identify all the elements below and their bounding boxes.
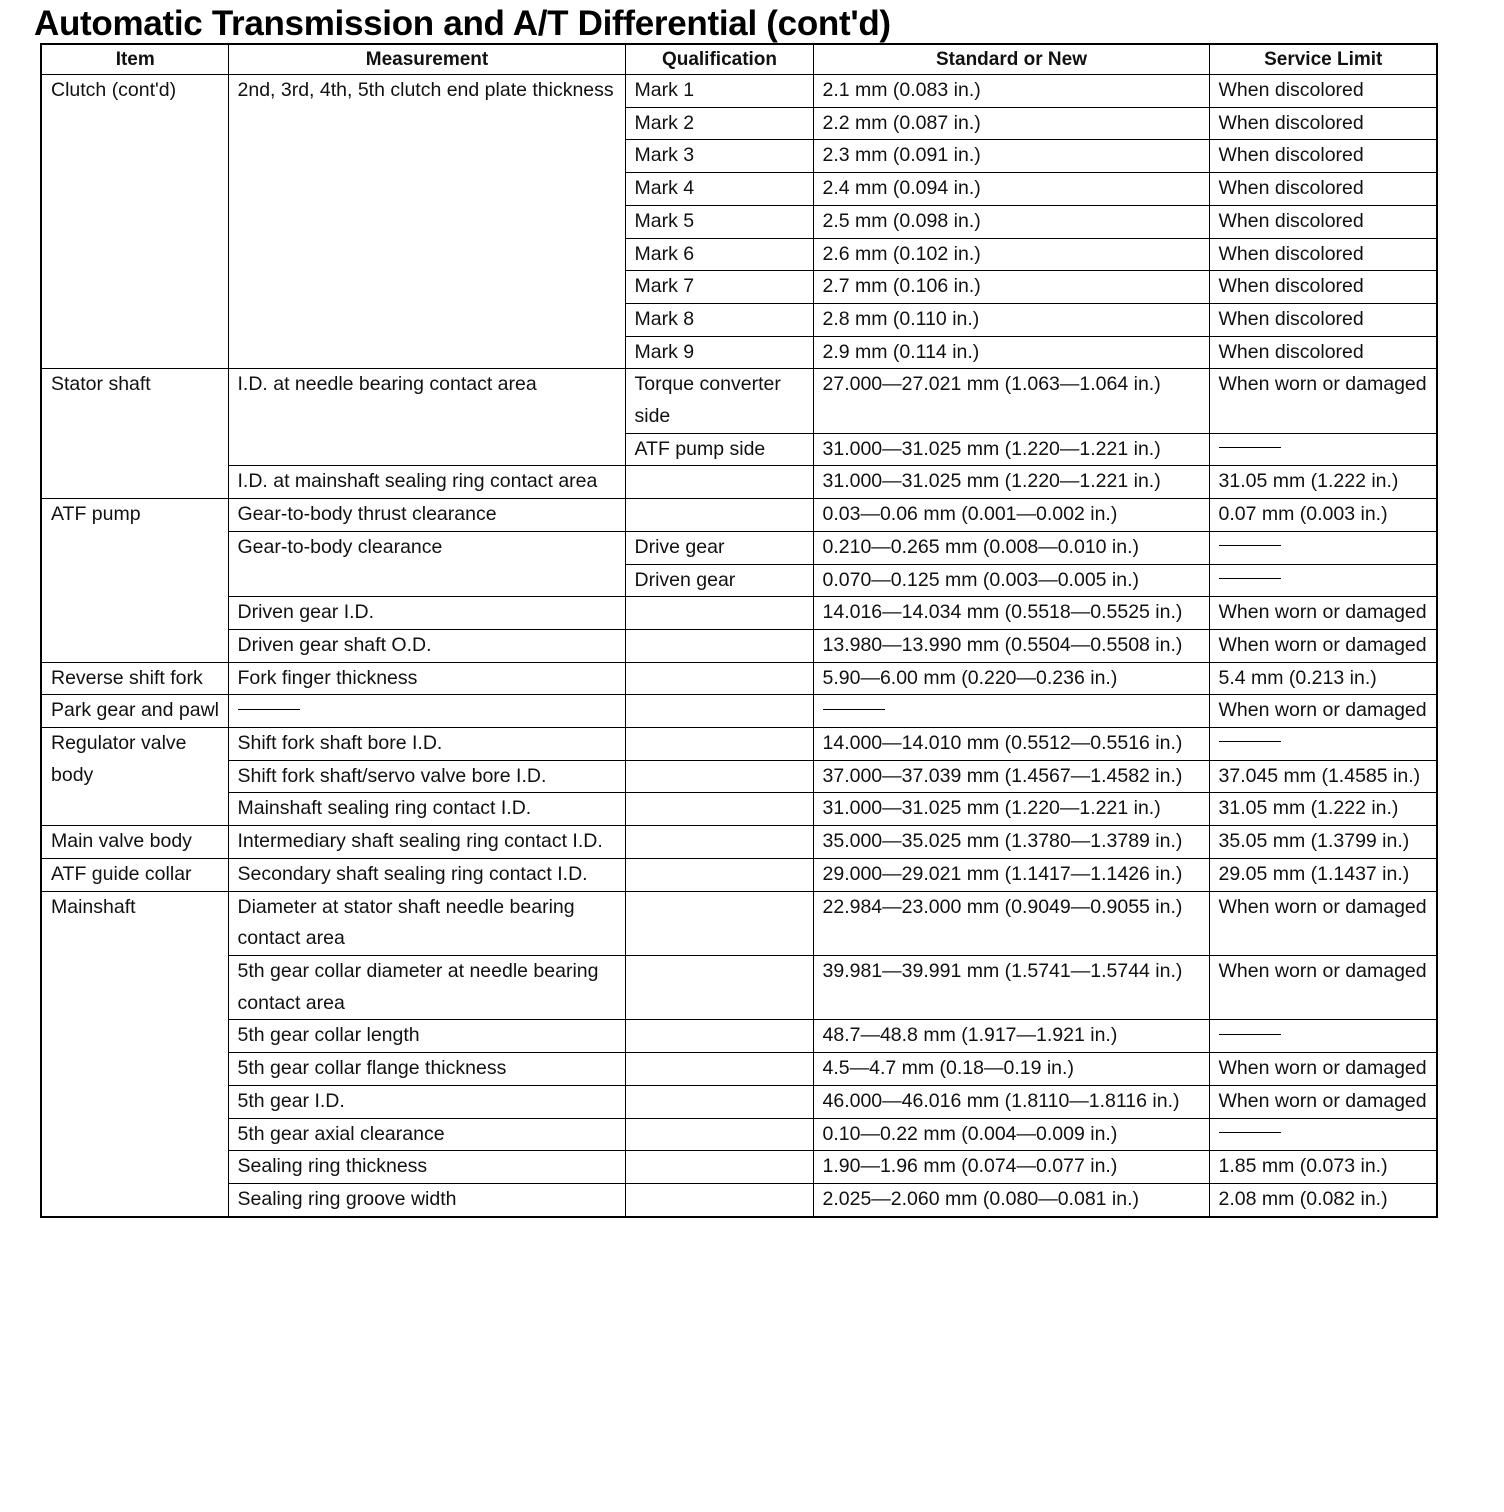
standard-cell: 0.10—0.22 mm (0.004—0.009 in.) [813, 1118, 1209, 1151]
measurement-cell: Shift fork shaft bore I.D. [228, 728, 625, 761]
service-limit-cell [1209, 728, 1437, 761]
standard-cell: 0.03—0.06 mm (0.001—0.002 in.) [813, 499, 1209, 532]
header-item: Item [41, 44, 228, 75]
standard-cell [813, 695, 1209, 728]
dash-mark [1219, 447, 1281, 448]
standard-cell: 2.9 mm (0.114 in.) [813, 336, 1209, 369]
service-limit-cell [1209, 1118, 1437, 1151]
service-limit-cell: 2.08 mm (0.082 in.) [1209, 1183, 1437, 1216]
table-row [41, 1085, 1437, 1118]
measurement-cell: 5th gear collar flange thickness [228, 1053, 625, 1086]
table-row [41, 597, 1437, 630]
table-row [41, 793, 1437, 826]
dash-mark [823, 709, 885, 710]
item-cell: Main valve body [41, 826, 228, 859]
item-cell: Stator shaft [41, 369, 228, 499]
table-row [41, 1020, 1437, 1053]
item-cell: ATF guide collar [41, 858, 228, 891]
dash-mark [1219, 741, 1281, 742]
measurement-cell: Driven gear I.D. [228, 597, 625, 630]
service-limit-cell: 0.07 mm (0.003 in.) [1209, 499, 1437, 532]
standard-cell: 0.210—0.265 mm (0.008—0.010 in.) [813, 531, 1209, 564]
measurement-cell: Secondary shaft sealing ring contact I.D. [228, 858, 625, 891]
standard-cell: 2.7 mm (0.106 in.) [813, 271, 1209, 304]
standard-cell: 13.980—13.990 mm (0.5504—0.5508 in.) [813, 629, 1209, 662]
qualification-cell [625, 597, 813, 630]
standard-cell: 2.5 mm (0.098 in.) [813, 205, 1209, 238]
table-row [41, 760, 1437, 793]
service-limit-cell: 5.4 mm (0.213 in.) [1209, 662, 1437, 695]
service-limit-cell: When worn or damaged [1209, 955, 1437, 1019]
standard-cell: 46.000—46.016 mm (1.8110—1.8116 in.) [813, 1085, 1209, 1118]
standard-cell: 2.6 mm (0.102 in.) [813, 238, 1209, 271]
service-limit-cell: 31.05 mm (1.222 in.) [1209, 793, 1437, 826]
measurement-cell: 2nd, 3rd, 4th, 5th clutch end plate thickness [228, 75, 625, 369]
measurement-cell: Mainshaft sealing ring contact I.D. [228, 793, 625, 826]
item-cell: ATF pump [41, 499, 228, 663]
standard-cell: 2.2 mm (0.087 in.) [813, 107, 1209, 140]
qualification-cell [625, 891, 813, 955]
service-limit-cell [1209, 531, 1437, 564]
measurement-cell: Fork finger thickness [228, 662, 625, 695]
qualification-cell: Mark 3 [625, 140, 813, 173]
item-cell: Mainshaft [41, 891, 228, 1217]
service-limit-cell: 35.05 mm (1.3799 in.) [1209, 826, 1437, 859]
qualification-cell: Mark 7 [625, 271, 813, 304]
measurement-cell: Gear-to-body clearance [228, 531, 625, 596]
page-title: Automatic Transmission and A/T Differential (cont'd) [34, 4, 891, 43]
service-limit-cell: When discolored [1209, 303, 1437, 336]
measurement-cell: 5th gear I.D. [228, 1085, 625, 1118]
measurement-cell: Sealing ring groove width [228, 1183, 625, 1216]
standard-cell: 4.5—4.7 mm (0.18—0.19 in.) [813, 1053, 1209, 1086]
qualification-cell [625, 955, 813, 1019]
table-row [41, 369, 1437, 433]
qualification-cell: Mark 2 [625, 107, 813, 140]
measurement-cell: 5th gear axial clearance [228, 1118, 625, 1151]
qualification-cell [625, 695, 813, 728]
qualification-cell: ATF pump side [625, 433, 813, 466]
qualification-cell [625, 826, 813, 859]
service-limit-cell: When worn or damaged [1209, 891, 1437, 955]
standard-cell: 31.000—31.025 mm (1.220—1.221 in.) [813, 433, 1209, 466]
table-header [41, 44, 1437, 75]
measurement-cell: Gear-to-body thrust clearance [228, 499, 625, 532]
table-row [41, 499, 1437, 532]
service-limit-cell: 37.045 mm (1.4585 in.) [1209, 760, 1437, 793]
measurement-cell [228, 695, 625, 728]
qualification-cell: Mark 6 [625, 238, 813, 271]
item-cell: Park gear and pawl [41, 695, 228, 728]
standard-cell: 0.070—0.125 mm (0.003—0.005 in.) [813, 564, 1209, 597]
header-measurement: Measurement [228, 44, 625, 75]
qualification-cell: Mark 4 [625, 173, 813, 206]
table-row [41, 531, 1437, 564]
standard-cell: 2.4 mm (0.094 in.) [813, 173, 1209, 206]
header-row [41, 44, 1437, 75]
measurement-cell: I.D. at needle bearing contact area [228, 369, 625, 466]
measurement-cell: 5th gear collar diameter at needle bearing contact area [228, 955, 625, 1019]
service-limit-cell: 31.05 mm (1.222 in.) [1209, 466, 1437, 499]
table-row [41, 1118, 1437, 1151]
table-row [41, 466, 1437, 499]
qualification-cell [625, 793, 813, 826]
service-limit-cell: When discolored [1209, 205, 1437, 238]
qualification-cell [625, 1085, 813, 1118]
qualification-cell [625, 499, 813, 532]
standard-cell: 48.7—48.8 mm (1.917—1.921 in.) [813, 1020, 1209, 1053]
service-limit-cell [1209, 1020, 1437, 1053]
table-row [41, 1053, 1437, 1086]
qualification-cell [625, 466, 813, 499]
table-row [41, 858, 1437, 891]
measurement-cell: I.D. at mainshaft sealing ring contact area [228, 466, 625, 499]
table-row [41, 695, 1437, 728]
measurement-cell: Driven gear shaft O.D. [228, 629, 625, 662]
measurement-cell: Sealing ring thickness [228, 1151, 625, 1184]
service-limit-cell: When worn or damaged [1209, 1085, 1437, 1118]
standard-cell: 29.000—29.021 mm (1.1417—1.1426 in.) [813, 858, 1209, 891]
standard-cell: 2.025—2.060 mm (0.080—0.081 in.) [813, 1183, 1209, 1216]
table-row [41, 662, 1437, 695]
qualification-cell [625, 1151, 813, 1184]
service-limit-cell: When discolored [1209, 336, 1437, 369]
standard-cell: 39.981—39.991 mm (1.5741—1.5744 in.) [813, 955, 1209, 1019]
measurement-cell: Shift fork shaft/servo valve bore I.D. [228, 760, 625, 793]
measurement-cell: 5th gear collar length [228, 1020, 625, 1053]
qualification-cell [625, 662, 813, 695]
service-limit-cell: When discolored [1209, 238, 1437, 271]
qualification-cell: Driven gear [625, 564, 813, 597]
table-row [41, 75, 1437, 108]
item-cell: Clutch (cont'd) [41, 75, 228, 369]
service-limit-cell: When worn or damaged [1209, 629, 1437, 662]
service-limit-cell [1209, 564, 1437, 597]
header-qualification: Qualification [625, 44, 813, 75]
qualification-cell: Drive gear [625, 531, 813, 564]
standard-cell: 2.1 mm (0.083 in.) [813, 75, 1209, 108]
service-limit-cell: When discolored [1209, 75, 1437, 108]
dash-mark [1219, 578, 1281, 579]
standard-cell: 31.000—31.025 mm (1.220—1.221 in.) [813, 793, 1209, 826]
service-limit-cell: 29.05 mm (1.1437 in.) [1209, 858, 1437, 891]
measurement-cell: Diameter at stator shaft needle bearing contact area [228, 891, 625, 955]
qualification-cell: Mark 8 [625, 303, 813, 336]
standard-cell: 31.000—31.025 mm (1.220—1.221 in.) [813, 466, 1209, 499]
qualification-cell [625, 1053, 813, 1086]
table-body [41, 75, 1437, 1217]
table-row [41, 728, 1437, 761]
item-cell: Regulator valve body [41, 728, 228, 826]
standard-cell: 22.984—23.000 mm (0.9049—0.9055 in.) [813, 891, 1209, 955]
measurement-cell: Intermediary shaft sealing ring contact I.D. [228, 826, 625, 859]
standard-cell: 27.000—27.021 mm (1.063—1.064 in.) [813, 369, 1209, 433]
dash-mark [1219, 545, 1281, 546]
service-limit-cell: When discolored [1209, 173, 1437, 206]
service-limit-cell: When worn or damaged [1209, 695, 1437, 728]
dash-mark [238, 709, 300, 710]
table-row [41, 955, 1437, 1019]
standard-cell: 1.90—1.96 mm (0.074—0.077 in.) [813, 1151, 1209, 1184]
table-row [41, 1183, 1437, 1216]
qualification-cell [625, 858, 813, 891]
table-row [41, 1151, 1437, 1184]
item-cell: Reverse shift fork [41, 662, 228, 695]
header-standard: Standard or New [813, 44, 1209, 75]
dash-mark [1219, 1132, 1281, 1133]
qualification-cell [625, 629, 813, 662]
service-limit-cell: When worn or damaged [1209, 1053, 1437, 1086]
qualification-cell [625, 760, 813, 793]
standard-cell: 14.016—14.034 mm (0.5518—0.5525 in.) [813, 597, 1209, 630]
service-limit-cell: 1.85 mm (0.073 in.) [1209, 1151, 1437, 1184]
service-limit-cell: When worn or damaged [1209, 369, 1437, 433]
qualification-cell: Mark 5 [625, 205, 813, 238]
standard-cell: 2.3 mm (0.091 in.) [813, 140, 1209, 173]
service-limit-cell [1209, 433, 1437, 466]
service-limit-cell: When discolored [1209, 107, 1437, 140]
qualification-cell [625, 1183, 813, 1216]
qualification-cell [625, 1118, 813, 1151]
dash-mark [1219, 1034, 1281, 1035]
table-row [41, 891, 1437, 955]
service-limit-cell: When discolored [1209, 140, 1437, 173]
service-limit-cell: When worn or damaged [1209, 597, 1437, 630]
table-row [41, 826, 1437, 859]
qualification-cell: Mark 1 [625, 75, 813, 108]
qualification-cell [625, 1020, 813, 1053]
header-service-limit: Service Limit [1209, 44, 1437, 75]
spec-table [40, 43, 1438, 1218]
qualification-cell [625, 728, 813, 761]
standard-cell: 5.90—6.00 mm (0.220—0.236 in.) [813, 662, 1209, 695]
standard-cell: 14.000—14.010 mm (0.5512—0.5516 in.) [813, 728, 1209, 761]
table-row [41, 629, 1437, 662]
standard-cell: 37.000—37.039 mm (1.4567—1.4582 in.) [813, 760, 1209, 793]
standard-cell: 2.8 mm (0.110 in.) [813, 303, 1209, 336]
standard-cell: 35.000—35.025 mm (1.3780—1.3789 in.) [813, 826, 1209, 859]
qualification-cell: Mark 9 [625, 336, 813, 369]
qualification-cell: Torque converter side [625, 369, 813, 433]
service-limit-cell: When discolored [1209, 271, 1437, 304]
